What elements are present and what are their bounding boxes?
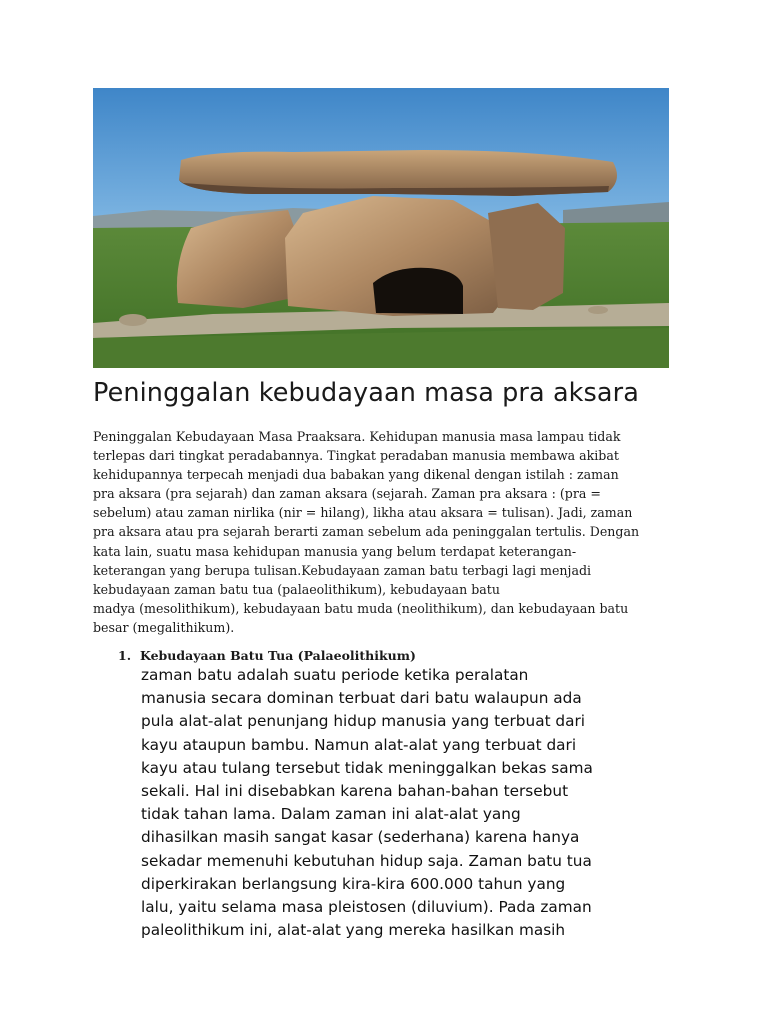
intro-line: madya (mesolithikum), kebudayaan batu muda (neolithikum), dan kebudayaan batu: [93, 600, 629, 616]
body-line: manusia secara dominan terbuat dari batu walaupun ada: [141, 689, 582, 708]
section-heading: Kebudayaan Batu Tua (Palaeolithikum): [140, 648, 416, 663]
intro-line: kehidupannya terpecah menjadi dua babakan yang dikenal dengan istilah : zaman: [93, 467, 619, 483]
intro-line: kata lain, suatu masa kehidupan manusia yang belum terdapat keterangan-: [93, 543, 577, 559]
intro-line: keterangan yang berupa tulisan.Kebudayaan zaman batu terbagi lagi menjadi: [93, 562, 592, 578]
intro-line: kebudayaan zaman batu tua (palaeolithikum), kebudayaan batu: [93, 581, 500, 597]
dolmen-photo: [93, 88, 669, 368]
intro-line: pra aksara (pra sejarah) dan zaman aksara (sejarah. Zaman pra aksara : (pra =: [93, 486, 601, 502]
intro-paragraph: [93, 427, 678, 637]
intro-line: sebelum) atau zaman nirlika (nir = hilang), likha atau aksara = tulisan). Jadi, zaman: [93, 505, 633, 521]
section-body: [141, 664, 701, 942]
body-line: sekali. Hal ini disebabkan karena bahan-bahan tersebut: [141, 782, 569, 801]
intro-line: pra aksara atau pra sejarah berarti zaman sebelum ada peninggalan tertulis. Dengan: [93, 524, 640, 540]
body-line: kayu ataupun bambu. Namun alat-alat yang terbuat dari: [141, 735, 577, 754]
body-line: paleolithikum ini, alat-alat yang mereka hasilkan masih: [141, 921, 566, 940]
body-line: diperkirakan berlangsung kira-kira 600.000 tahun yang: [141, 874, 566, 893]
intro-line: besar (megalithikum).: [93, 619, 235, 635]
body-line: zaman batu adalah suatu periode ketika peralatan: [141, 666, 529, 684]
body-line: kayu atau tulang tersebut tidak meninggalkan bekas sama: [141, 758, 593, 777]
intro-line: Peninggalan Kebudayaan Masa Praaksara. Kehidupan manusia masa lampau tidak: [93, 429, 621, 444]
body-line: sekadar memenuhi kebutuhan hidup saja. Zaman batu tua: [141, 851, 592, 870]
body-line: tidak tahan lama. Dalam zaman ini alat-alat yang: [141, 805, 521, 824]
list-number: 1.: [118, 648, 132, 663]
page-title: Peninggalan kebudayaan masa pra aksara: [93, 378, 639, 408]
body-line: pula alat-alat penunjang hidup manusia yang terbuat dari: [141, 712, 586, 731]
body-line: lalu, yaitu selama masa pleistosen (diluvium). Pada zaman: [141, 898, 592, 917]
intro-line: terlepas dari tingkat peradabannya. Tingkat peradaban manusia membawa akibat: [93, 448, 619, 464]
body-line: dihasilkan masih sangat kasar (sederhana) karena hanya: [141, 828, 580, 847]
